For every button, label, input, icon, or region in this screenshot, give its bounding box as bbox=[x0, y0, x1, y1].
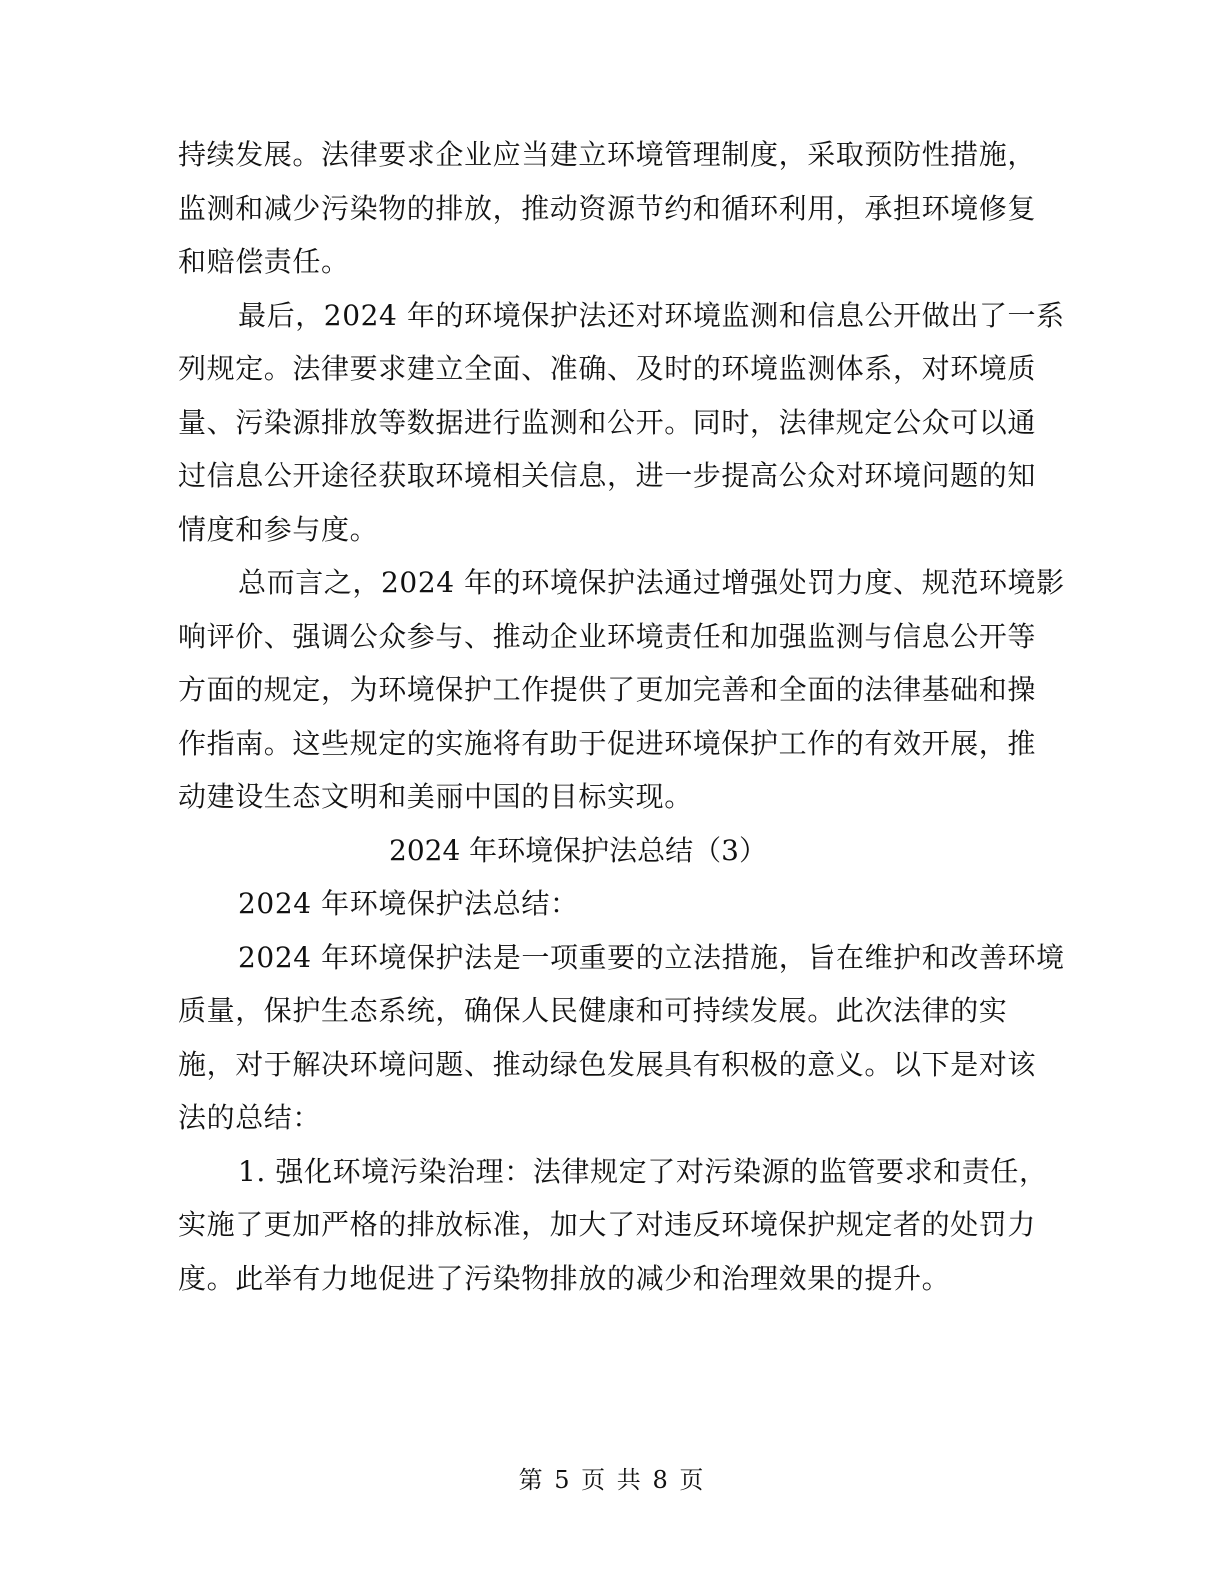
document-body bbox=[178, 128, 1065, 1305]
text-line: 2024 年环境保护法总结： bbox=[238, 887, 579, 920]
text-line: 方面的规定，为环境保护工作提供了更加完善和全面的法律基础和操 bbox=[178, 673, 1037, 706]
text-line: 响评价、强调公众参与、推动企业环境责任和加强监测与信息公开等 bbox=[178, 619, 1037, 653]
text-line: 最后，2024 年的环境保护法还对环境监测和信息公开做出了一系 bbox=[238, 298, 1065, 332]
text-line: 2024 年环境保护法是一项重要的立法措施，旨在维护和改善环境 bbox=[238, 940, 1065, 974]
section-title: 2024 年环境保护法总结（3） bbox=[389, 833, 767, 867]
text-line: 和赔偿责任。 bbox=[178, 245, 350, 278]
page-number-footer: 第 5 页 共 8 页 bbox=[518, 1466, 706, 1494]
paragraph-conclusion bbox=[178, 556, 1065, 824]
paragraph-summary-intro bbox=[178, 877, 1028, 931]
text-line: 监测和减少污染物的排放，推动资源节约和循环利用，承担环境修复 bbox=[178, 191, 1037, 225]
text-line: 持续发展。法律要求企业应当建立环境管理制度，采取预防性措施， bbox=[178, 138, 1037, 171]
text-line: 作指南。这些规定的实施将有助于促进环境保护工作的有效开展，推 bbox=[178, 726, 1037, 760]
text-line: 质量，保护生态系统，确保人民健康和可持续发展。此次法律的实 bbox=[178, 994, 1008, 1027]
paragraph-continuation bbox=[178, 128, 1037, 289]
paragraph-monitoring bbox=[178, 289, 1065, 557]
paragraph-overview bbox=[178, 931, 1065, 1145]
text-line: 情度和参与度。 bbox=[178, 512, 379, 546]
text-line: 总而言之，2024 年的环境保护法通过增强处罚力度、规范环境影 bbox=[238, 566, 1065, 599]
text-line: 1. 强化环境污染治理：法律规定了对污染源的监管要求和责任， bbox=[238, 1154, 1048, 1188]
text-line: 列规定。法律要求建立全面、准确、及时的环境监测体系，对环境质 bbox=[178, 352, 1037, 385]
text-line: 动建设生态文明和美丽中国的目标实现。 bbox=[178, 780, 693, 813]
text-line: 度。此举有力地促进了污染物排放的减少和治理效果的提升。 bbox=[178, 1261, 951, 1295]
text-line: 实施了更加严格的排放标准，加大了对违反环境保护规定者的处罚力 bbox=[178, 1208, 1037, 1241]
text-line: 过信息公开途径获取环境相关信息，进一步提高公众对环境问题的知 bbox=[178, 459, 1037, 492]
text-line: 量、污染源排放等数据进行监测和公开。同时，法律规定公众可以通 bbox=[178, 405, 1037, 439]
paragraph-point-1 bbox=[178, 1145, 1048, 1306]
text-line: 法的总结： bbox=[178, 1101, 322, 1134]
text-line: 施，对于解决环境问题、推动绿色发展具有积极的意义。以下是对该 bbox=[178, 1047, 1037, 1081]
